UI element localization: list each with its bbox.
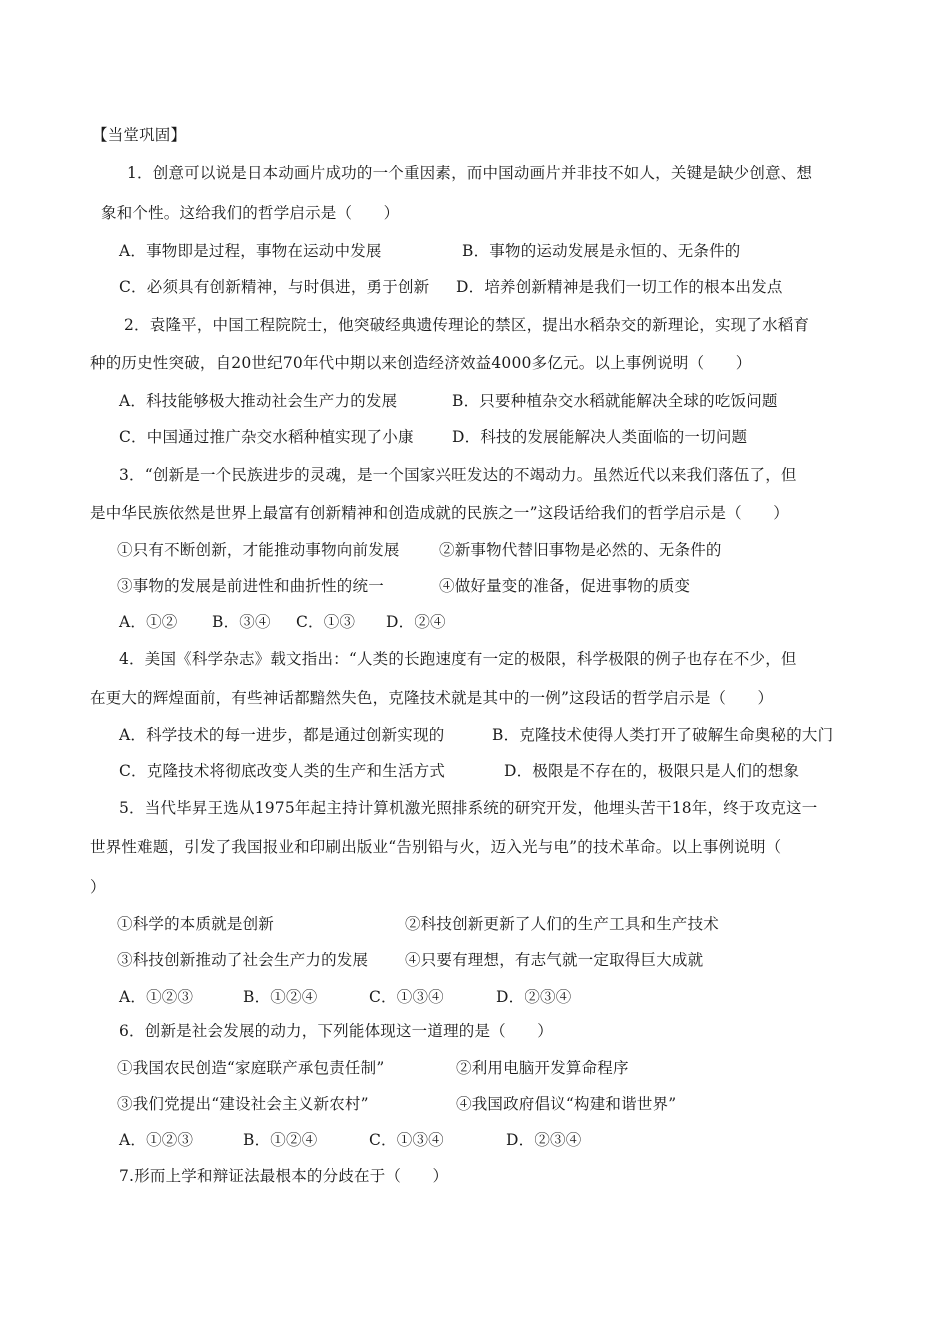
q5-stem-line3: ）	[90, 878, 106, 896]
q6-option-a: A．①②③	[119, 1131, 194, 1149]
q5-stem-line1: 5．当代毕昇王选从1975年起主持计算机激光照排系统的研究开发，他埋头苦干18年，终于攻克这一	[119, 799, 818, 817]
q4-stem-line2: 在更大的辉煌面前，有些神话都黯然失色，克隆技术就是其中的一例”这段话的哲学启示是（ ）	[90, 689, 774, 707]
q6-statement-4: ④我国政府倡议“构建和谐世界”	[456, 1095, 677, 1113]
q6-statement-1: ①我国农民创造“家庭联产承包责任制”	[117, 1059, 385, 1077]
q3-stem-line2: 是中华民族依然是世界上最富有创新精神和创造成就的民族之一”这段话给我们的哲学启示是（ ）	[90, 504, 789, 522]
q3-option-c: C．①③	[296, 613, 356, 631]
q5-option-d: D．②③④	[496, 988, 572, 1006]
q1-option-c: C．必须具有创新精神，与时俱进，勇于创新	[119, 278, 430, 296]
q3-option-a: A．①②	[119, 613, 178, 631]
q2-stem-line1: 2．袁隆平，中国工程院院士，他突破经典遗传理论的禁区，提出水稻杂交的新理论，实现了水稻育	[124, 316, 810, 334]
q5-stem-line2: 世界性难题，引发了我国报业和印刷出版业“告别铅与火，迈入光与电”的技术革命。以上事例说明（	[90, 838, 782, 856]
q6-option-c: C．①③④	[369, 1131, 444, 1149]
q4-option-a: A．科学技术的每一进步，都是通过创新实现的	[119, 726, 445, 744]
q1-option-a: A．事物即是过程，事物在运动中发展	[119, 242, 382, 260]
q4-option-b: B．克隆技术使得人类打开了破解生命奥秘的大门	[492, 726, 834, 744]
q4-option-c: C．克隆技术将彻底改变人类的生产和生活方式	[119, 762, 446, 780]
q1-option-d: D．培养创新精神是我们一切工作的根本出发点	[456, 278, 783, 296]
q6-statement-2: ②利用电脑开发算命程序	[456, 1059, 629, 1077]
q4-option-d: D．极限是不存在的，极限只是人们的想象	[504, 762, 800, 780]
q3-option-d: D．②④	[386, 613, 446, 631]
q1-stem-line2: 象和个性。这给我们的哲学启示是（ ）	[101, 204, 400, 222]
q7-stem-line1: 7.形而上学和辩证法最根本的分歧在于（ ）	[119, 1167, 449, 1185]
q2-stem-line2: 种的历史性突破，自20世纪70年代中期以来创造经济效益4000多亿元。以上事例说明（ ）	[90, 354, 752, 372]
q2-option-a: A．科技能够极大推动社会生产力的发展	[119, 392, 398, 410]
q1-stem-line1: 1．创意可以说是日本动画片成功的一个重因素，而中国动画片并非技不如人，关键是缺少创意、想	[127, 164, 813, 182]
q5-option-a: A．①②③	[119, 988, 194, 1006]
q6-statement-3: ③我们党提出“建设社会主义新农村”	[117, 1095, 369, 1113]
q5-statement-3: ③科技创新推动了社会生产力的发展	[117, 951, 369, 969]
q5-statement-2: ②科技创新更新了人们的生产工具和生产技术	[405, 915, 720, 933]
q5-statement-1: ①科学的本质就是创新	[117, 915, 275, 933]
q5-option-c: C．①③④	[369, 988, 444, 1006]
q6-option-b: B．①②④	[243, 1131, 318, 1149]
q2-option-b: B．只要种植杂交水稻就能解决全球的吃饭问题	[452, 392, 778, 410]
q3-statement-4: ④做好量变的准备，促进事物的质变	[439, 577, 691, 595]
q5-option-b: B．①②④	[243, 988, 318, 1006]
q2-option-d: D．科技的发展能解决人类面临的一切问题	[452, 428, 748, 446]
q4-stem-line1: 4．美国《科学杂志》载文指出：“人类的长跑速度有一定的极限，科学极限的例子也存在不少，但	[119, 650, 797, 668]
q2-option-c: C．中国通过推广杂交水稻种植实现了小康	[119, 428, 414, 446]
q1-option-b: B．事物的运动发展是永恒的、无条件的	[462, 242, 741, 260]
q5-statement-4: ④只要有理想，有志气就一定取得巨大成就	[405, 951, 704, 969]
q3-statement-1: ①只有不断创新，才能推动事物向前发展	[117, 541, 400, 559]
q6-stem-line1: 6．创新是社会发展的动力，下列能体现这一道理的是（ ）	[119, 1022, 553, 1040]
q3-stem-line1: 3．“创新是一个民族进步的灵魂，是一个国家兴旺发达的不竭动力。虽然近代以来我们落伍了，但	[119, 466, 797, 484]
q3-statement-3: ③事物的发展是前进性和曲折性的统一	[117, 577, 384, 595]
q3-statement-2: ②新事物代替旧事物是必然的、无条件的	[439, 541, 722, 559]
q3-option-b: B．③④	[212, 613, 271, 631]
section-title: 【当堂巩固】	[92, 126, 187, 144]
q6-option-d: D．②③④	[506, 1131, 582, 1149]
